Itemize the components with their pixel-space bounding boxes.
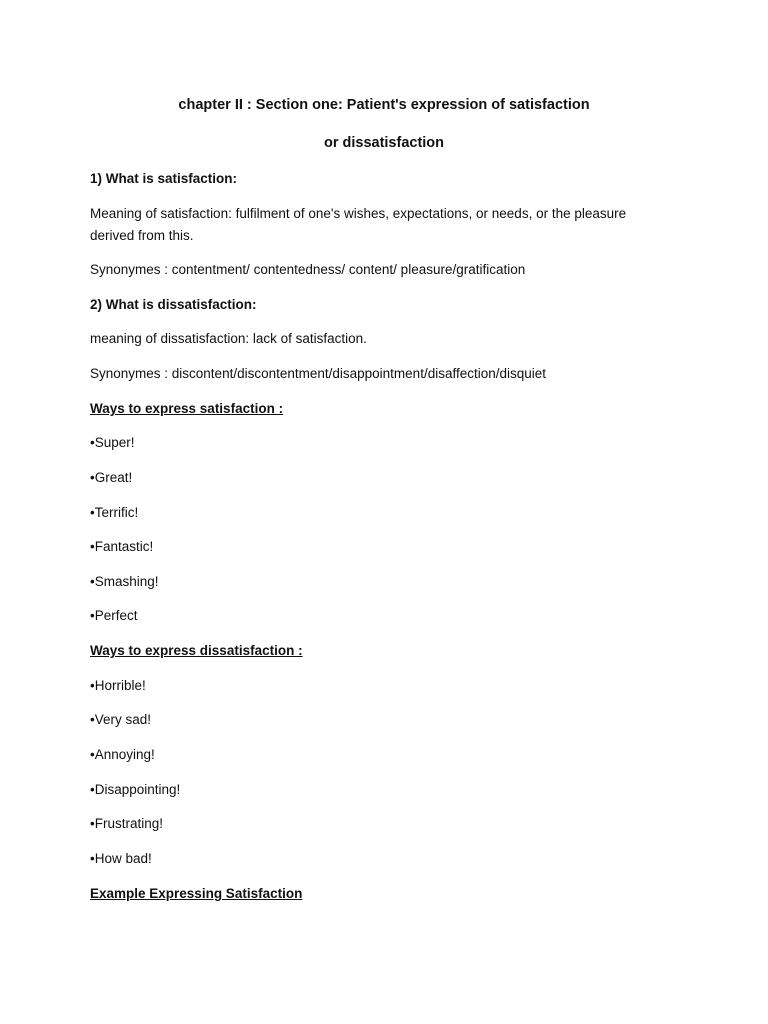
list-item: •Annoying!: [90, 747, 155, 762]
example-satisfaction-heading: Example Expressing Satisfaction: [90, 886, 303, 901]
page-title-line-2: or dissatisfaction: [323, 135, 445, 151]
list-item: •Great!: [90, 470, 133, 485]
list-item: •Smashing!: [90, 574, 159, 589]
dissatisfaction-meaning: meaning of dissatisfaction: lack of satisfaction.: [90, 331, 367, 346]
list-item: •Disappointing!: [90, 782, 181, 797]
satisfaction-ways-heading: Ways to express satisfaction :: [90, 401, 284, 416]
list-item: •Frustrating!: [90, 816, 163, 831]
satisfaction-synonyms: Synonymes : contentment/ contentedness/ content/ pleasure/gratification: [90, 262, 526, 277]
question-dissatisfaction-heading: 2) What is dissatisfaction:: [90, 297, 257, 312]
question-satisfaction-heading: 1) What is satisfaction:: [90, 171, 238, 186]
list-item: •Super!: [90, 435, 135, 450]
list-item: •Perfect: [90, 608, 138, 623]
list-item: •Fantastic!: [90, 539, 154, 554]
satisfaction-meaning-line-1: Meaning of satisfaction: fulfilment of one's wishes, expectations, or needs, or the pleasure: [90, 206, 627, 221]
list-item: •Very sad!: [90, 712, 152, 727]
satisfaction-meaning-line-2: derived from this.: [90, 228, 194, 243]
list-item: •Horrible!: [90, 678, 146, 693]
list-item: •How bad!: [90, 851, 152, 866]
list-item: •Terrific!: [90, 505, 139, 520]
dissatisfaction-synonyms: Synonymes : discontent/discontentment/disappointment/disaffection/disquiet: [90, 366, 547, 381]
page-title-line-1: chapter II : Section one: Patient's expression of satisfaction: [178, 97, 590, 113]
dissatisfaction-ways-heading: Ways to express dissatisfaction :: [90, 643, 303, 658]
